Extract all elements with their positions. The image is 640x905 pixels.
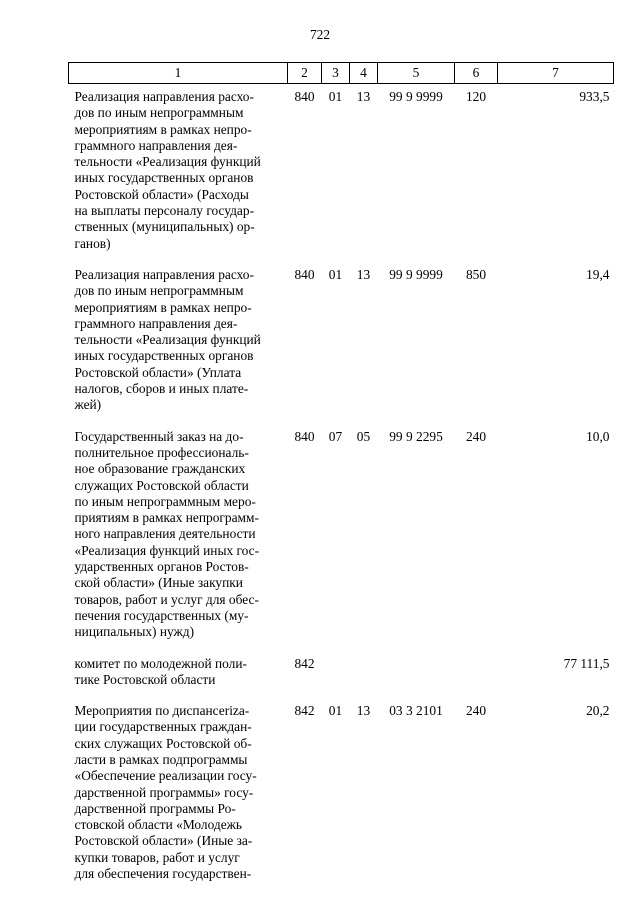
description-line: Государственный заказ на до- xyxy=(74,428,244,444)
header-col-3: 3 xyxy=(322,63,350,84)
description-line: полнительное профессиональ- xyxy=(74,444,249,460)
row-ved-code: 840 xyxy=(294,89,315,104)
description-line: купки товаров, работ и услуг xyxy=(74,849,240,865)
description-line: дарственной программы Ро- xyxy=(74,800,236,816)
row-section-code: 01 xyxy=(328,89,343,104)
table-row xyxy=(69,656,614,704)
row-ved-code: 840 xyxy=(294,428,315,444)
row-ved-code: 842 xyxy=(294,703,315,719)
description-line: Ростовской области» (Иные за- xyxy=(74,833,253,849)
description-line: Ростовской области» (Уплата xyxy=(74,364,242,380)
description-line: для обеспечения государствен- xyxy=(74,866,252,882)
row-target-code xyxy=(378,656,455,704)
row-expense-type-code: 240 xyxy=(465,428,487,444)
description-line: Ростовской области» (Расходы xyxy=(74,186,249,202)
header-col-1: 1 xyxy=(69,63,288,84)
row-description xyxy=(69,84,288,267)
description-line: комитет по молодежной поли- xyxy=(74,655,247,671)
table-row xyxy=(69,429,614,656)
description-line: ганов) xyxy=(74,235,111,251)
description-line: тике Ростовской области xyxy=(74,671,216,687)
row-amount: 77 111,5 xyxy=(563,655,610,671)
row-amount: 10,0 xyxy=(586,428,610,444)
row-expense-type-code: 120 xyxy=(465,89,487,104)
description-line: ственных (муниципальных) ор- xyxy=(74,219,255,235)
table-row xyxy=(69,267,614,429)
description-line: налогов, сборов и иных плате- xyxy=(74,381,249,397)
description-line: дов по иным непрограммным xyxy=(74,283,244,299)
row-amount: 19,4 xyxy=(586,266,610,282)
description-line: иных государственных органов xyxy=(74,348,254,364)
description-line: мероприятиям в рамках непро- xyxy=(74,121,252,137)
description-line: ласти в рамках подпрограммы xyxy=(74,751,248,767)
row-target-code: 99 9 2295 xyxy=(389,428,443,444)
description-line: тельности «Реализация функций xyxy=(74,154,261,170)
row-section-code: 07 xyxy=(328,428,343,444)
table-body xyxy=(69,84,614,898)
header-row xyxy=(69,63,614,84)
description-line: граммного направления дея- xyxy=(74,315,238,331)
description-line: ции государственных граждан- xyxy=(74,719,252,735)
header-col-4: 4 xyxy=(350,63,378,84)
description-line: «Обеспечение реализации госу- xyxy=(74,768,257,784)
row-expense-type-code: 240 xyxy=(465,703,487,719)
description-line: ного направления деятельности xyxy=(74,526,256,542)
row-expense-type-code: 850 xyxy=(465,266,487,282)
table-header xyxy=(69,63,614,84)
description-line: тельности «Реализация функций xyxy=(74,332,261,348)
row-target-code: 03 3 2101 xyxy=(389,703,443,719)
budget-table xyxy=(68,62,614,897)
row-description xyxy=(69,429,288,656)
description-line: служащих Ростовской области xyxy=(74,477,249,493)
description-line: стовской области «Молодежь xyxy=(74,817,243,833)
description-line: товаров, работ и услуг для обес- xyxy=(74,591,259,607)
description-line: иных государственных органов xyxy=(74,170,254,186)
description-line: ниципальных) нужд) xyxy=(74,624,195,640)
row-amount: 933,5 xyxy=(579,89,610,104)
header-col-6: 6 xyxy=(455,63,498,84)
description-line: ударственных органов Ростов- xyxy=(74,559,249,575)
row-subsection-code: 13 xyxy=(356,89,371,104)
page-number: 722 xyxy=(309,27,331,42)
row-target-code: 99 9 9999 xyxy=(389,89,443,104)
description-line: дов по иным непрограммным xyxy=(74,105,244,121)
description-line: печения государственных (му- xyxy=(74,607,249,623)
description-line: жей) xyxy=(74,397,102,413)
description-line: ских служащих Ростовской об- xyxy=(74,735,252,751)
description-line: приятиям в рамках непрограмм- xyxy=(74,510,259,526)
row-description xyxy=(69,656,288,704)
description-line: ное образование гражданских xyxy=(74,461,246,477)
table-row xyxy=(69,84,614,267)
description-line: граммного направления дея- xyxy=(74,137,238,153)
row-ved-code: 840 xyxy=(294,266,315,282)
row-section-code xyxy=(322,656,350,704)
row-section-code: 01 xyxy=(328,266,343,282)
row-subsection-code: 05 xyxy=(356,428,371,444)
row-subsection-code: 13 xyxy=(356,703,371,719)
description-line: «Реализация функций иных гос- xyxy=(74,542,260,558)
description-line: Реализация направления расхо- xyxy=(74,89,254,104)
row-subsection-code: 13 xyxy=(356,266,371,282)
row-target-code: 99 9 9999 xyxy=(389,266,443,282)
row-description xyxy=(69,703,288,897)
header-col-5: 5 xyxy=(378,63,455,84)
row-description xyxy=(69,267,288,429)
description-line: Мероприятия по диспансеriza- xyxy=(74,703,250,719)
row-section-code: 01 xyxy=(328,703,343,719)
description-line: Реализация направления расхо- xyxy=(74,266,254,282)
description-line: по иным непрограммным меро- xyxy=(74,493,256,509)
row-expense-type-code xyxy=(455,656,498,704)
header-col-2: 2 xyxy=(288,63,322,84)
table-row xyxy=(69,703,614,897)
header-col-7: 7 xyxy=(498,63,614,84)
description-line: ской области» (Иные закупки xyxy=(74,575,243,591)
row-amount: 20,2 xyxy=(586,703,610,719)
description-line: дарственной программы» госу- xyxy=(74,784,254,800)
description-line: мероприятиям в рамках непро- xyxy=(74,299,252,315)
row-subsection-code xyxy=(350,656,378,704)
row-ved-code: 842 xyxy=(294,655,315,671)
description-line: на выплаты персоналу государ- xyxy=(74,203,255,219)
